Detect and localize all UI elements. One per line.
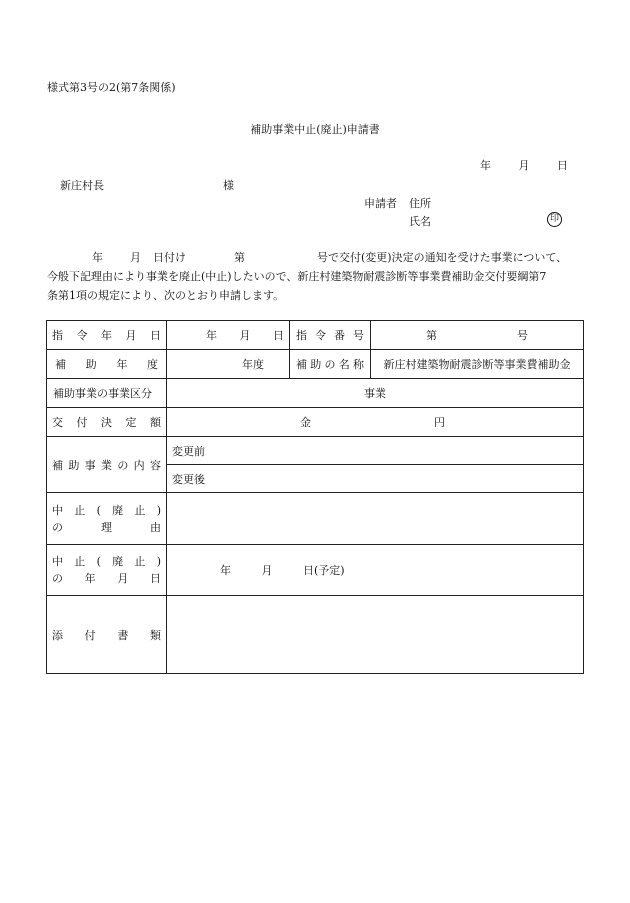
subsidy-year-label-text: 補 助 年 度 [55,358,158,371]
content-after-label: 変更後 [172,472,205,486]
subsidy-name-value: 新庄村建築物耐震診断等事業費補助金 [371,350,584,379]
instruction-number-label-text: 指 令 番 号 [296,329,364,342]
discontinue-date-label-line-2: の 年 月 日 [52,572,161,585]
instruction-number-prefix: 第 [426,329,437,342]
content-before-field[interactable] [167,437,584,465]
date-year-unit: 年 [480,159,491,172]
instruction-number-label [290,321,371,350]
form-number: 様式第3号の2(第7条関係) [47,81,176,94]
reason-label-line-1: 中 止 ( 廃 止 ) [52,503,161,517]
instruction-date-day: 日 [273,329,284,342]
intro-rest: 号で交付(変更)決定の通知を受けた事業について、 [317,251,568,264]
row-content-before [47,437,584,465]
applicant-name-label: 氏名 [409,215,431,228]
reason-label [47,493,167,545]
attachments-label [47,596,167,674]
date-day-unit: 日 [557,159,568,172]
business-category-suffix: 事業 [364,387,386,400]
row-reason [47,493,584,545]
attachments-label-text: 添 付 書 類 [52,628,161,642]
row-instruction-date [47,321,584,350]
intro-month: 月 [130,251,141,264]
applicant-label: 申請者 [364,197,397,210]
business-category-value[interactable] [167,379,584,408]
discontinue-date-month: 月 [261,564,273,577]
grant-amount-label [47,408,167,437]
date-month-unit: 月 [518,159,530,172]
instruction-date-month: 月 [239,329,251,342]
discontinue-date-label [47,545,167,596]
subsidy-year-unit: 年度 [242,358,264,371]
attachments-field[interactable] [167,596,584,674]
content-before-label: 変更前 [172,444,205,458]
instruction-date-label [47,321,167,350]
seal-icon: 印 [547,212,562,227]
row-discontinue-date [47,545,584,596]
intro-dai: 第 [234,251,245,264]
grant-amount-label-text: 交 付 決 定 額 [52,416,161,429]
intro-year: 年 [92,251,103,264]
row-subsidy-year [47,350,584,379]
instruction-date-value[interactable] [167,321,290,350]
grant-amount-prefix: 金 [300,416,311,429]
content-label [47,437,167,493]
row-business-category [47,379,584,408]
instruction-number-suffix: 号 [517,329,528,342]
application-table [46,320,584,674]
row-grant-amount [47,408,584,437]
grant-amount-value[interactable] [167,408,584,437]
intro-line-3: 条第1項の規定により、次のとおり申請します。 [47,289,285,302]
instruction-date-label-text: 指 令 年 月 日 [52,329,161,342]
reason-field[interactable] [167,493,584,545]
discontinue-date-label-line-1: 中 止 ( 廃 止 ) [52,555,161,568]
applicant-address-label: 住所 [409,197,431,210]
instruction-number-value[interactable] [371,321,584,350]
subsidy-name-label [290,350,371,379]
discontinue-date-field[interactable] [167,545,584,596]
instruction-date-year: 年 [206,329,217,342]
discontinue-date-day: 日(予定) [303,564,345,577]
grant-amount-suffix: 円 [434,416,445,429]
reason-label-line-2: の 理 由 [52,520,161,534]
submission-date [480,157,568,173]
subsidy-year-label [47,350,167,379]
intro-line-2: 今般下記理由により事業を廃止(中止)したいので、新庄村建築物耐震診断等事業費補助金交付要綱第7 [47,270,547,283]
row-attachments [47,596,584,674]
document-title: 補助事業中止(廃止)申請書 [250,123,380,136]
content-label-text: 補 助 事 業 の 内 容 [52,458,161,472]
addressee-honorific: 様 [223,179,234,192]
content-after-field[interactable] [167,465,584,493]
subsidy-year-value[interactable] [167,350,290,379]
subsidy-name-label-text: 補 助 の 名 称 [296,358,364,371]
addressee-name: 新庄村長 [60,179,104,192]
discontinue-date-year: 年 [220,564,231,577]
business-category-label: 補助事業の事業区分 [47,379,167,408]
intro-day-dated: 日付け [153,251,186,264]
